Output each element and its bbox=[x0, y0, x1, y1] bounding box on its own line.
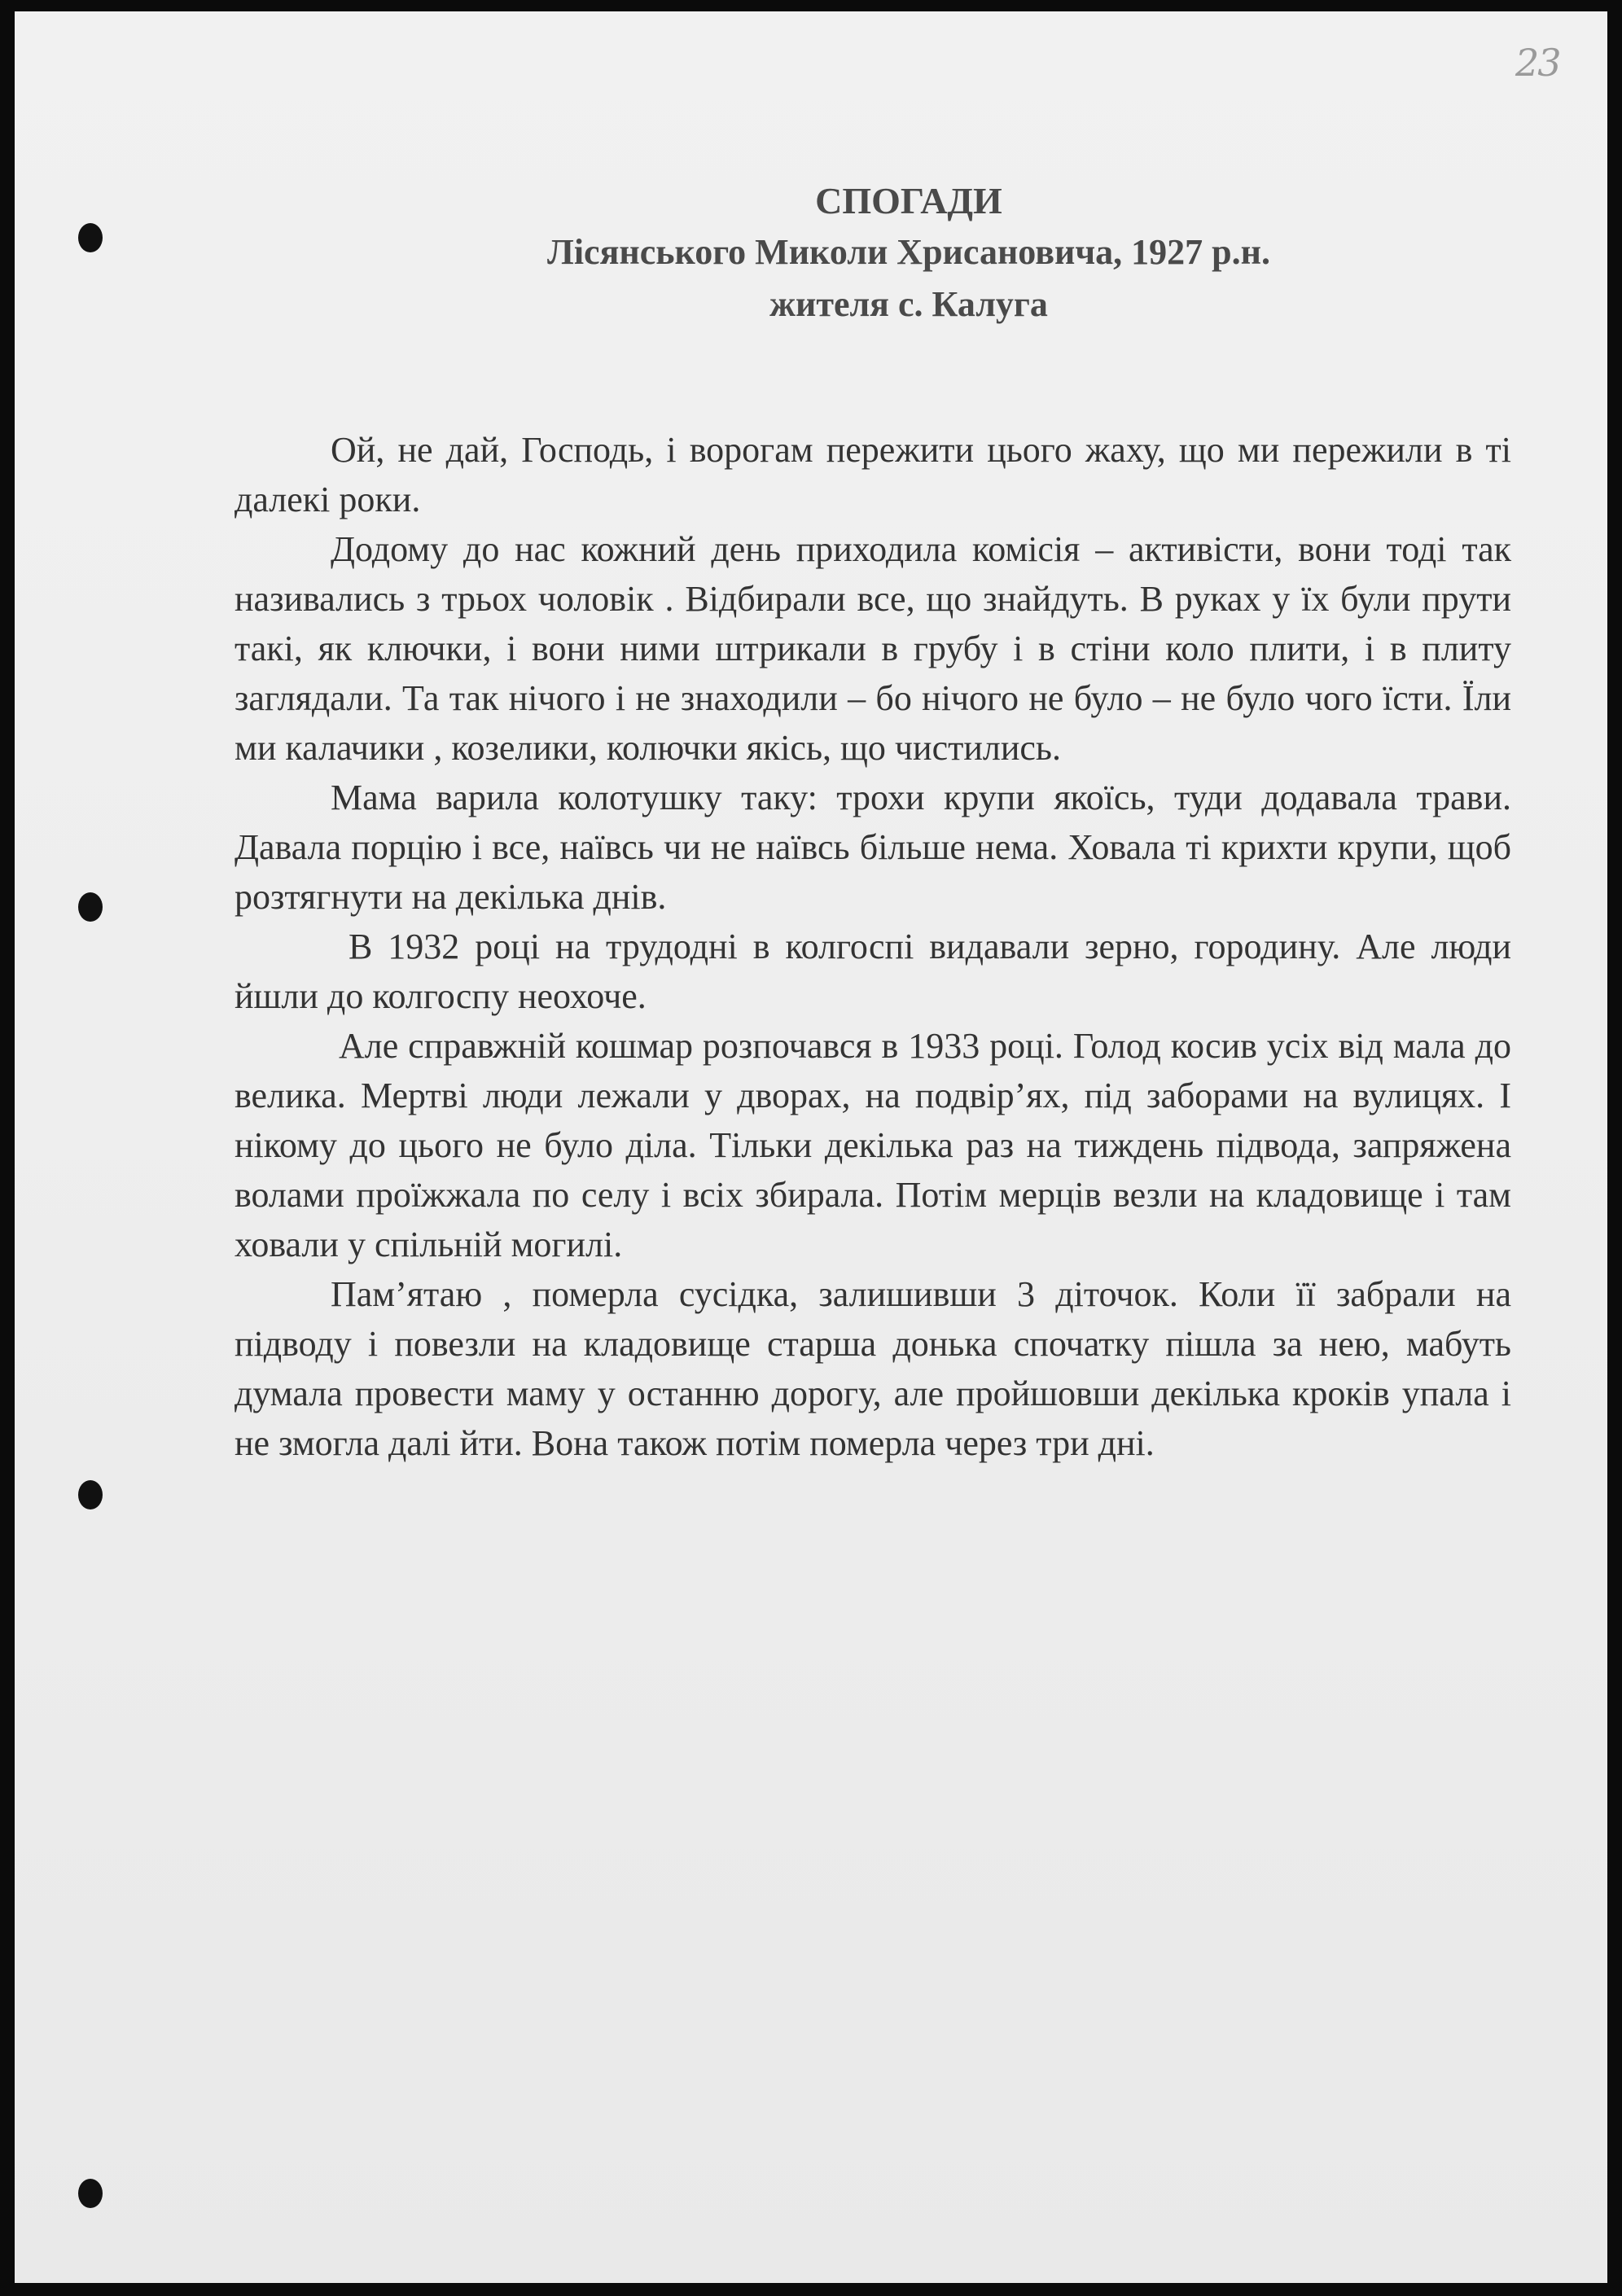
paragraph: Пам’ятаю , померла сусідка, залишивши 3 діточок. Коли її забрали на підводу і повезли на кладовище старша донька спочатку пішла за нею, мабуть думала провести маму у останню дорогу, але пройшовши декілька кроків упала і не змогла далі йти. Вона також потім померла через три дні. bbox=[235, 1274, 1511, 1463]
paragraph: Ой, не дай, Господь, і ворогам пережити цього жаху, що ми пережили в ті далекі роки. bbox=[235, 430, 1511, 519]
document-page bbox=[15, 11, 1607, 2283]
paragraph: Але справжній кошмар розпочався в 1933 році. Голод косив усіх від мала до велика. Мертві люди лежали у дворах, на подвір’ях, під заборами на вулицях. І нікому до цього не було діла. Тільки декілька раз на тиждень підвода, запряжена волами проїжжала по селу і всіх збирала. Потім мерців везли на кладовище і там ховали у спільній могилі. bbox=[235, 1026, 1511, 1264]
author-line: Лісянського Миколи Хрисановича, 1927 р.н. bbox=[547, 232, 1270, 272]
binder-hole bbox=[78, 892, 103, 922]
binder-hole bbox=[78, 1480, 103, 1509]
document-title: СПОГАДИ bbox=[815, 180, 1002, 221]
page-number: 23 bbox=[1515, 41, 1560, 85]
binder-hole bbox=[78, 2179, 103, 2208]
binder-hole bbox=[78, 223, 103, 252]
memoir-body bbox=[235, 425, 1511, 1468]
paragraph: Додому до нас кожний день приходила комісія – активісти, вони тоді так називались з трьох чоловік . Відбирали все, що знайдуть. В руках у їх були прути такі, як ключки, і вони ними штрикали в грубу і в стіни коло плити, і в плиту заглядали. Та так нічого і не знаходили – бо нічого не було – не було чого їсти. Їли ми калачики , козелики, колючки якісь, що чистились. bbox=[235, 529, 1511, 768]
paragraph: В 1932 році на трудодні в колгоспі видавали зерно, городину. Але люди йшли до колгоспу неохоче. bbox=[235, 927, 1511, 1016]
residence-line: жителя с. Калуга bbox=[769, 284, 1048, 324]
paragraph: Мама варила колотушку таку: трохи крупи якоїсь, туди додавала трави. Давала порцію і все, наївсь чи не наївсь більше нема. Ховала ті крихти крупи, щоб розтягнути на декілька днів. bbox=[235, 778, 1511, 917]
